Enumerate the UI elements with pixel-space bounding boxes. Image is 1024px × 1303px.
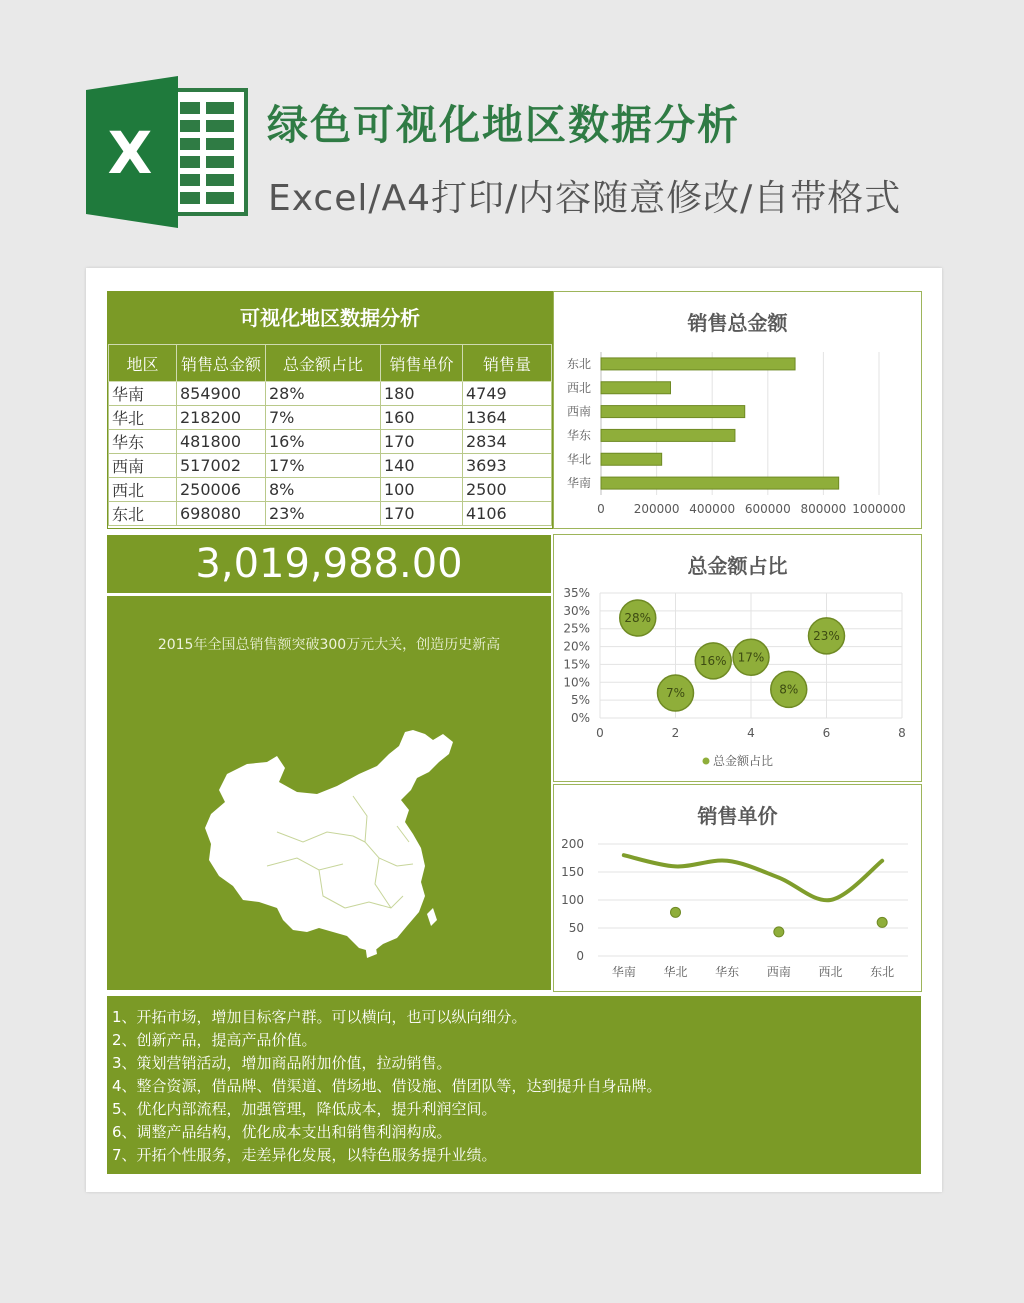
bar [601,358,795,370]
bubble-chart-title: 总金额占比 [687,554,788,578]
cell-region[interactable]: 西南 [109,454,177,478]
bar [601,382,671,394]
col-header-unit-price[interactable]: 销售单价 [381,345,463,382]
bar-category-label: 华东 [566,428,591,443]
share-bubble-chart [553,534,922,782]
bubble-y-tick-label: 0% [570,711,590,725]
bar-chart-title: 销售总金额 [687,311,788,335]
bar-x-tick-label: 400000 [689,502,736,516]
cell-volume[interactable]: 4106 [463,502,552,526]
line-marker-point [671,907,681,917]
cell-unit-price[interactable]: 170 [381,430,463,454]
line-x-tick-label: 东北 [870,965,895,979]
bar [601,406,745,418]
cell-total-sales[interactable]: 218200 [177,406,266,430]
map-panel [107,596,551,990]
col-header-volume[interactable]: 销售量 [463,345,552,382]
line-x-tick-label: 西北 [818,965,843,979]
unit-price-line-chart [553,784,922,992]
bar-category-label: 华北 [566,452,591,467]
region-data-table [107,291,553,529]
line-x-tick-label: 华北 [663,965,688,979]
legend-label: 总金额占比 [713,754,774,768]
line-y-tick-label: 200 [561,837,584,851]
bubble-data-label: 17% [737,650,765,665]
cell-total-sales[interactable]: 517002 [177,454,266,478]
bar-x-tick-label: 800000 [800,502,847,516]
cell-volume[interactable]: 2834 [463,430,552,454]
bar-x-tick-label: 1000000 [852,502,906,516]
cell-region[interactable]: 华东 [109,430,177,454]
unit-price-line [624,855,882,900]
bar-category-label: 华南 [566,476,591,491]
bubble-y-tick-label: 30% [563,603,590,618]
bar [601,429,735,441]
total-sales-value: 3,019,988.00 [107,535,551,593]
bubble-x-tick-label: 2 [671,726,680,740]
legend-marker [703,758,710,765]
cell-region[interactable]: 东北 [109,502,177,526]
strategy-note-7: 7、开拓个性服务，走差异化发展，以特色服务提升业绩。 [112,1146,497,1164]
cell-unit-price[interactable]: 180 [381,382,463,406]
bubble-data-label: 8% [779,682,799,697]
line-marker-point [877,917,887,927]
cell-unit-price[interactable]: 140 [381,454,463,478]
bubble-x-tick-label: 0 [596,726,604,740]
bubble-data-label: 28% [624,611,652,625]
bar-category-label: 西北 [566,380,591,395]
line-y-tick-label: 150 [561,865,584,879]
table-row [109,502,552,526]
page-title: 绿色可视化地区数据分析 [267,101,740,149]
table-title: 可视化地区数据分析 [108,292,552,344]
bubble-x-tick-label: 4 [747,726,755,740]
line-marker-point [774,927,784,937]
cell-unit-price[interactable]: 170 [381,502,463,526]
cell-share[interactable]: 23% [266,502,381,526]
bubble-y-tick-label: 15% [563,657,590,672]
cell-volume[interactable]: 4749 [463,382,552,406]
strategy-notes [107,996,921,1174]
bubble-data-label: 7% [665,686,686,700]
bubble-y-tick-label: 35% [563,586,590,600]
strategy-note-3: 3、策划营销活动，增加商品附加价值，拉动销售。 [112,1054,452,1072]
cell-share[interactable]: 7% [266,406,381,430]
bar-x-tick-label: 0 [597,502,605,516]
line-x-tick-label: 西南 [766,965,791,979]
bubble-y-tick-label: 10% [563,675,590,690]
bubble-y-tick-label: 20% [563,639,590,654]
cell-total-sales[interactable]: 481800 [177,430,266,454]
cell-share[interactable]: 17% [266,454,381,478]
bar [601,477,839,489]
line-y-tick-label: 0 [576,949,584,963]
total-sales-note: 2015年全国总销售额突破300万元大关，创造历史新高 [157,637,501,653]
strategy-note-4: 4、整合资源，借品牌、借渠道、借场地、借设施、借团队等，达到提升自身品牌。 [112,1077,662,1095]
table-row [109,382,552,406]
sales-total-bar-chart [553,291,922,529]
line-x-tick-label: 华南 [611,965,636,979]
bar-x-tick-label: 600000 [744,502,791,516]
line-chart-title: 销售单价 [697,804,778,828]
bubble-y-tick-label: 5% [570,693,590,708]
cell-volume[interactable]: 3693 [463,454,552,478]
table-row [109,478,552,502]
bubble-y-tick-label: 25% [563,621,590,636]
cell-unit-price[interactable]: 100 [381,478,463,502]
line-y-tick-label: 50 [568,921,584,935]
strategy-note-1: 1、开拓市场，增加目标客户群。可以横向，也可以纵向细分。 [112,1008,527,1026]
line-x-tick-label: 华东 [715,965,740,979]
col-header-region[interactable]: 地区 [109,345,177,382]
cell-total-sales[interactable]: 250006 [177,478,266,502]
table-row [109,430,552,454]
strategy-note-6: 6、调整产品结构，优化成本支出和销售利润构成。 [112,1123,452,1141]
china-map-icon [107,596,551,990]
strategy-note-2: 2、创新产品，提高产品价值。 [112,1031,317,1049]
cell-region[interactable]: 西北 [109,478,177,502]
cell-total-sales[interactable]: 854900 [177,382,266,406]
excel-logo-letter: X [107,119,153,187]
col-header-share[interactable]: 总金额占比 [266,345,381,382]
table-row [109,454,552,478]
cell-volume[interactable]: 1364 [463,406,552,430]
cell-unit-price[interactable]: 160 [381,406,463,430]
bubble-data-label: 16% [699,653,727,668]
cell-share[interactable]: 16% [266,430,381,454]
bubble-data-label: 23% [813,628,840,643]
cell-share[interactable]: 8% [266,478,381,502]
bar-category-label: 西南 [566,404,591,419]
cell-share[interactable]: 28% [266,382,381,406]
col-header-total-sales[interactable]: 销售总金额 [177,345,266,382]
strategy-note-5: 5、优化内部流程，加强管理，降低成本，提升利润空间。 [112,1100,497,1118]
bubble-x-tick-label: 6 [822,726,831,740]
page-subtitle: Excel/A4打印/内容随意修改/自带格式 [268,178,902,219]
cell-volume[interactable]: 2500 [463,478,552,502]
line-y-tick-label: 100 [561,893,584,907]
cell-total-sales[interactable]: 698080 [177,502,266,526]
excel-logo-icon [86,76,248,228]
bar [601,453,662,465]
cell-region[interactable]: 华南 [109,382,177,406]
cell-region[interactable]: 华北 [109,406,177,430]
bubble-x-tick-label: 8 [898,726,906,740]
bar-category-label: 东北 [566,356,591,371]
bar-x-tick-label: 200000 [633,502,680,516]
table-row [109,406,552,430]
